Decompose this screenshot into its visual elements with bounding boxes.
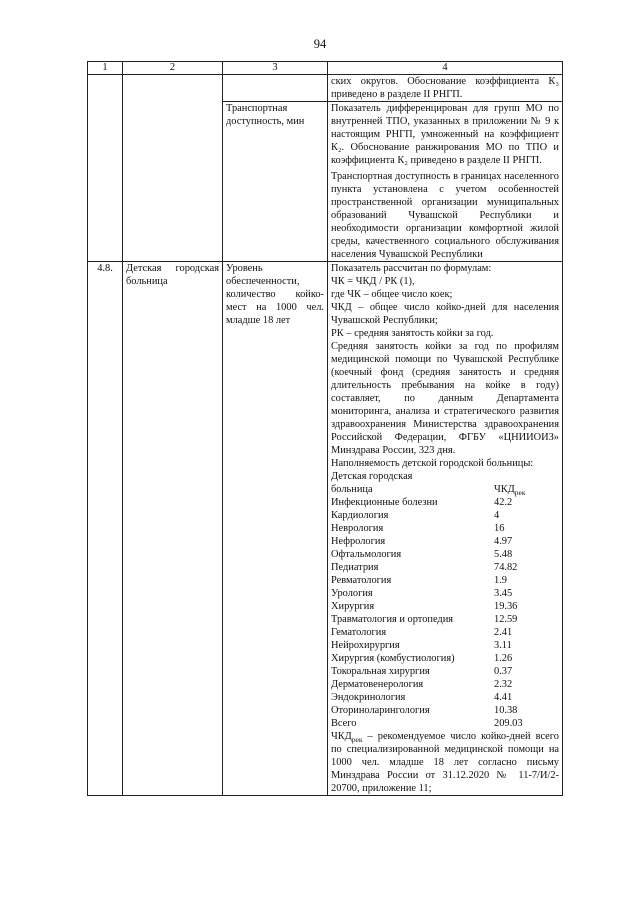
formula-intro: Показатель рассчитан по формулам: <box>331 263 492 274</box>
profile-value: 4.41 <box>494 692 513 703</box>
profile-value: 19.36 <box>494 601 518 612</box>
list-item <box>331 665 559 678</box>
profile-name: Урология <box>331 588 373 599</box>
header-col-1: 1 <box>88 62 123 75</box>
transport-indicator: Транспортная доступность, мин <box>223 102 328 262</box>
profile-name: Гематология <box>331 627 387 638</box>
profile-value: 4.97 <box>494 536 513 547</box>
table-row <box>88 262 563 796</box>
occupancy-paragraph: Средняя занятость койки за год по профилям медицинской помощи по Чувашской Республике (коечный фонд (средняя занятость и средняя длительность пребывания на койке в году) составляет, по данным Департамента мониторинга, анализа и стратегического развития здравоохранения Министерства здравоохранения Российской Федерации, ФГБУ «ЦНИИОИЗ» Минздрава России, 323 дня. <box>331 341 559 456</box>
list-item <box>331 626 559 639</box>
list-item <box>331 691 559 704</box>
profiles-header-label-2: больница <box>331 484 373 495</box>
transport-description <box>328 102 563 262</box>
transport-paragraph-2: Транспортная доступность в границах населенного пункта установлена с учетом особенностей пространственной организации муниципальных образований Чувашской Республики и необходимости организации комфортной жилой среды, качественного социального обслуживания населения Чувашской Республики <box>331 171 559 260</box>
definition-ck: где ЧК – общее число коек; <box>331 289 453 300</box>
empty-cell <box>123 75 223 262</box>
profile-name: Педиатрия <box>331 562 379 573</box>
transport-paragraph-1: Показатель дифференцирован для групп МО по внутренней ТПО, указанных в приложении № 9 к настоящим РНГП, умноженный на коэффициент К₂. Обоснование ранжирования МО по ТПО и коэффициента К₂ приведено в разделе II РНГП. <box>331 103 559 166</box>
profile-value: 1.9 <box>494 575 507 586</box>
profile-value: 12.59 <box>494 614 518 625</box>
header-col-2: 2 <box>123 62 223 75</box>
list-item <box>331 535 559 548</box>
profile-value: 2.41 <box>494 627 513 638</box>
profile-name: Токоральная хирургия <box>331 666 430 677</box>
profile-name: Нефрология <box>331 536 386 547</box>
table-header-row <box>88 62 563 75</box>
profiles-header <box>331 470 559 483</box>
profile-value: 42.2 <box>494 497 513 508</box>
list-item <box>331 496 559 509</box>
table-row <box>88 75 563 102</box>
profile-name: Офтальмология <box>331 549 402 560</box>
facility-name: Детская городская больница <box>123 262 223 796</box>
list-item <box>331 678 559 691</box>
profile-value: 4 <box>494 510 500 521</box>
empty-cell <box>88 75 123 262</box>
profile-value: 16 <box>494 523 505 534</box>
profiles-header-label-1: Детская городская <box>331 471 413 482</box>
profiles-header <box>331 483 559 496</box>
footnote: $ЧКД_{рек}$ – рекомендуемое число койко-дней всего по специализированной медицинской помощи на 1000 чел. младше 18 лет согласно письму Минздрава России от 31.12.2020 № 11-7/И/2-20700, приложение 11; <box>331 731 559 794</box>
header-col-3: 3 <box>223 62 328 75</box>
profile-name: Травматология и ортопедия <box>331 614 454 625</box>
profile-value: 1.26 <box>494 653 513 664</box>
page-number: 94 <box>313 37 327 51</box>
profile-name: Кардиология <box>331 510 389 521</box>
profile-value: 10.38 <box>494 705 518 716</box>
list-item <box>331 574 559 587</box>
definition-chkd: ЧКД – общее число койко-дней для населения Чувашской Республики; <box>331 302 559 326</box>
empty-cell <box>223 75 328 102</box>
list-item <box>331 522 559 535</box>
fill-title: Наполняемость детской городской больницы: <box>331 458 534 469</box>
bed-calculation <box>328 262 563 796</box>
profiles-reference <box>331 470 559 730</box>
profile-value: 3.11 <box>494 640 512 651</box>
list-item <box>331 587 559 600</box>
profile-name: Эндокринология <box>331 692 406 703</box>
profile-value: 0.37 <box>494 666 513 677</box>
profile-name: Ревматология <box>331 575 392 586</box>
profiles-header-value: $ЧКД_{рек}$ <box>494 484 526 498</box>
continuation-paragraph: ских округов. Обоснование коэффициента К₃ приведено в разделе II РНГП. <box>331 76 559 100</box>
profile-value: 2.32 <box>494 679 513 690</box>
profile-value: 5.48 <box>494 549 513 560</box>
profiles-list <box>331 496 559 730</box>
list-item <box>331 509 559 522</box>
list-item <box>331 717 559 730</box>
header-col-4: 4 <box>328 62 563 75</box>
profile-name: Всего <box>331 718 357 729</box>
profile-name: Дерматовенерология <box>331 679 424 690</box>
bed-indicator: Уровень обеспеченности, количество койко-мест на 1000 чел. младше 18 лет <box>223 262 328 796</box>
profile-value: 209.03 <box>494 718 523 729</box>
continuation-text <box>328 75 563 102</box>
norms-table <box>87 61 563 796</box>
row-number: 4.8. <box>88 262 123 796</box>
profile-name: Хирургия (комбустиология) <box>331 653 455 664</box>
list-item <box>331 704 559 717</box>
profile-value: 3.45 <box>494 588 513 599</box>
profile-name: Инфекционные болезни <box>331 497 438 508</box>
formula: ЧК = ЧКД / РК (1), <box>331 276 415 287</box>
profile-name: Хирургия <box>331 601 375 612</box>
definition-rk: РК – средняя занятость койки за год. <box>331 328 494 339</box>
profile-name: Нейрохирургия <box>331 640 400 651</box>
list-item <box>331 652 559 665</box>
profile-value: 74.82 <box>494 562 518 573</box>
list-item <box>331 548 559 561</box>
list-item <box>331 639 559 652</box>
list-item <box>331 600 559 613</box>
list-item <box>331 561 559 574</box>
list-item <box>331 613 559 626</box>
profile-name: Оториноларингология <box>331 705 430 716</box>
profile-name: Неврология <box>331 523 384 534</box>
